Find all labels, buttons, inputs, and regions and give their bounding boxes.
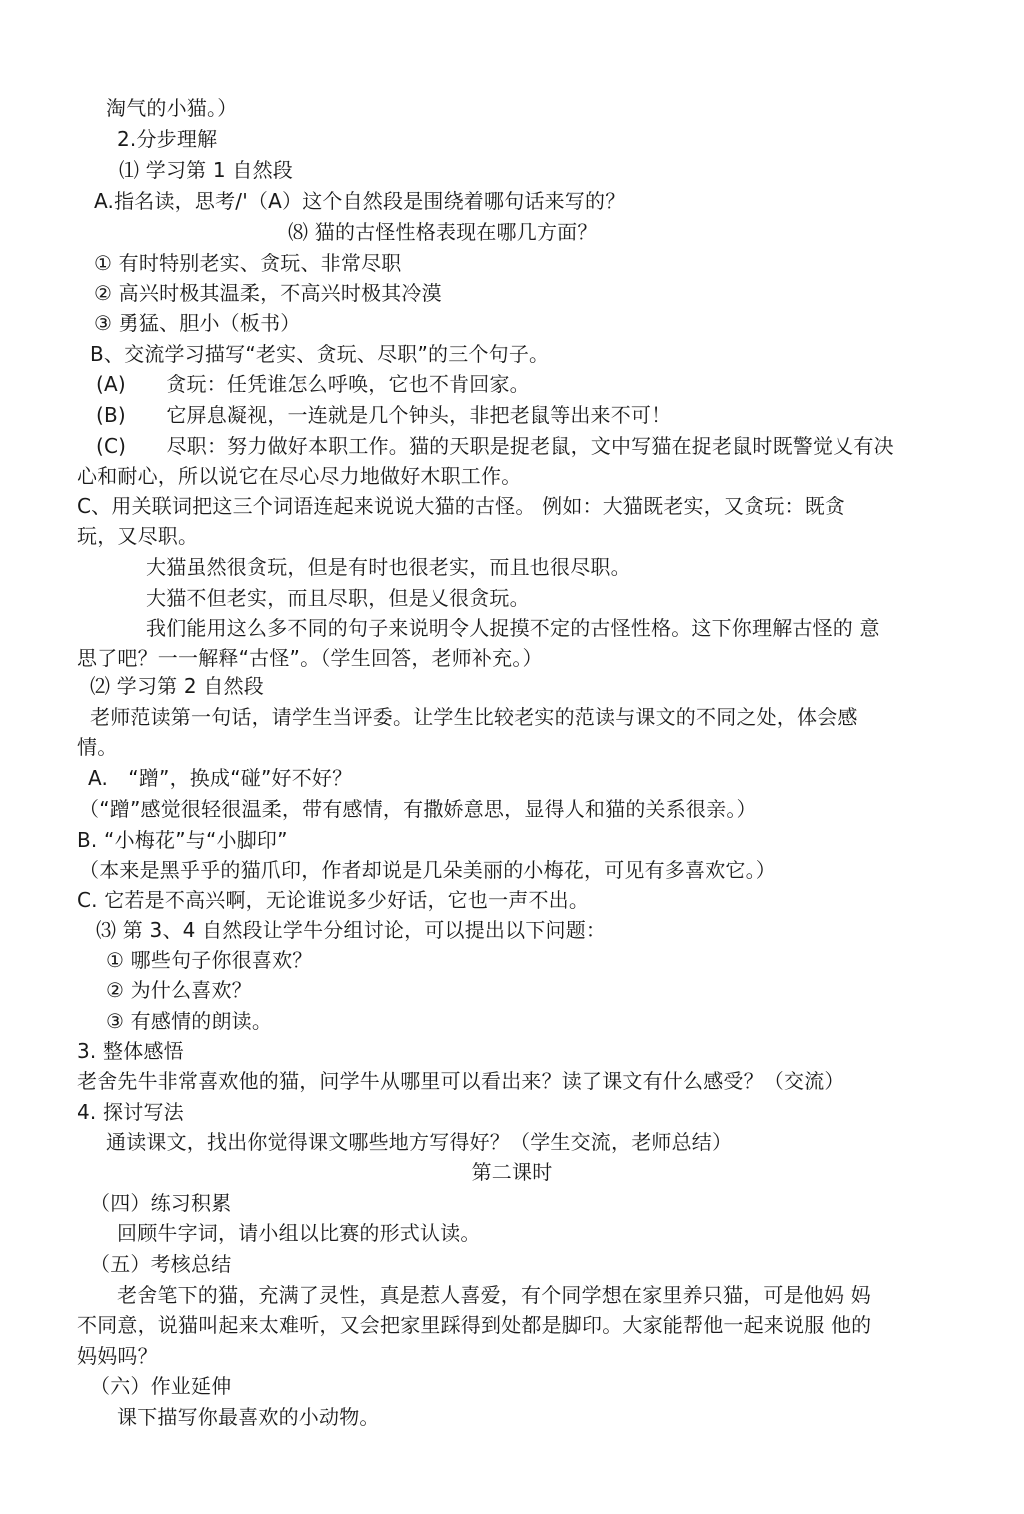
subsection-heading: ⑶ 第 3、4 自然段让学牛分组讨论，可以提出以下问题： [96, 918, 607, 942]
text-line: 回顾牛字词，请小组以比赛的形式认读。 [117, 1221, 481, 1245]
text-line: 我们能用这么多不同的句子来说明令人捉摸不定的古怪性格。这下你理解古怪的 意 [146, 616, 880, 640]
text-line: B. “小梅花”与“小脚印” [77, 828, 288, 852]
text-line: （本来是黑乎乎的猫爪印，作者却说是几朵美丽的小梅花，可见有多喜欢它。） [79, 858, 776, 882]
list-item: ① 哪些句子你很喜欢？ [106, 948, 313, 972]
section-heading: （五）考核总结 [90, 1252, 232, 1276]
text-line: A.指名读，思考/'（A）这个自然段是围绕着哪句话来写的？ [94, 189, 626, 213]
text-line: C. 它若是不高兴啊，无论谁说多少好话，它也一声不出。 [77, 888, 590, 912]
list-item: ② 为什么喜欢？ [106, 978, 252, 1002]
section-heading: 2.分步理解 [117, 127, 218, 151]
text-line: 大猫虽然很贪玩，但是有时也很老实，而且也很尽职。 [146, 555, 631, 579]
text-line: 思了吧？一一解释“古怪”。（学生回答，老师补充。） [77, 646, 543, 670]
lesson-title: 第二课时 [471, 1160, 553, 1184]
text-line: 大猫不但老实，而且尽职，但是乂很贪玩。 [146, 586, 530, 610]
section-heading: 3. 整体感悟 [77, 1039, 184, 1063]
text-line: 老舍先牛非常喜欢他的猫，问学牛从哪里可以看岀来？读了课文有什么感受？（交流） [77, 1069, 845, 1093]
list-item: ③ 有感情的朗读。 [106, 1009, 273, 1033]
text-line: 不同意，说猫叫起来太难听，又会把家里踩得到处都是脚印。大家能帮他一起来说服 他的 [77, 1313, 872, 1337]
section-heading: 4. 探讨写法 [77, 1100, 184, 1124]
subsection-heading: ⑴ 学习第 1 自然段 [119, 158, 293, 182]
text-line: C、用关联词把这三个词语连起来说说大猫的古怪。 例如：大猫既老实，又贪玩：既贪 [77, 494, 846, 518]
subsection-heading: ⑵ 学习第 2 自然段 [90, 674, 264, 698]
text-line: （“蹭”感觉很轻很温柔，带有感情，有撒娇意思，显得人和猫的关系很亲。） [79, 797, 757, 821]
text-line: (A) 贪玩：任凭谁怎么呼唤，它也不肯回家。 [96, 372, 530, 396]
list-item: ① 有时特别老实、贪玩、非常尽职 [94, 251, 402, 275]
text-line: 玩，又尽职。 [77, 524, 199, 548]
text-line: A. “蹭”，换成“碰”好不好？ [88, 766, 353, 790]
text-line: 通读课文，找出你觉得课文哪些地方写得好？（学生交流，老师总结） [106, 1130, 733, 1154]
list-item: ③ 勇猛、胆小（板书） [94, 311, 301, 335]
text-line: 妈妈吗？ [77, 1344, 158, 1368]
text-line: 心和耐心，所以说它在尽心尽力地做好木职工作。 [77, 464, 522, 488]
text-line: 老师范读第一句话，请学生当评委。让学生比较老实的范读与课文的不同之处，体会感 [90, 705, 858, 729]
text-line: 课下描写你最喜欢的小动物。 [117, 1405, 380, 1429]
text-line: (B) 它屏息凝视，一连就是几个钟头，非把老鼠等出来不可！ [96, 403, 672, 427]
section-heading: （四）练习积累 [90, 1191, 232, 1215]
text-line: 淘气的小猫。） [106, 96, 238, 120]
text-line: (C) 尽职：努力做好本职工作。猫的天职是捉老鼠，文中写猫在捉老鼠时既警觉乂有决 [96, 434, 894, 458]
section-heading: （六）作业延伸 [90, 1374, 232, 1398]
text-line: B、交流学习描写“老实、贪玩、尽职”的三个句子。 [90, 342, 550, 366]
list-item: ② 高兴时极其温柔，不高兴时极其冷漠 [94, 281, 442, 305]
text-line: 老舍笔下的猫，充满了灵性，真是惹人喜爱，有个同学想在家里养只猫，可是他妈 妈 [117, 1283, 871, 1307]
text-line: ⑻ 猫的古怪性格表现在哪几方面？ [288, 220, 598, 244]
text-line: 情。 [77, 735, 118, 759]
